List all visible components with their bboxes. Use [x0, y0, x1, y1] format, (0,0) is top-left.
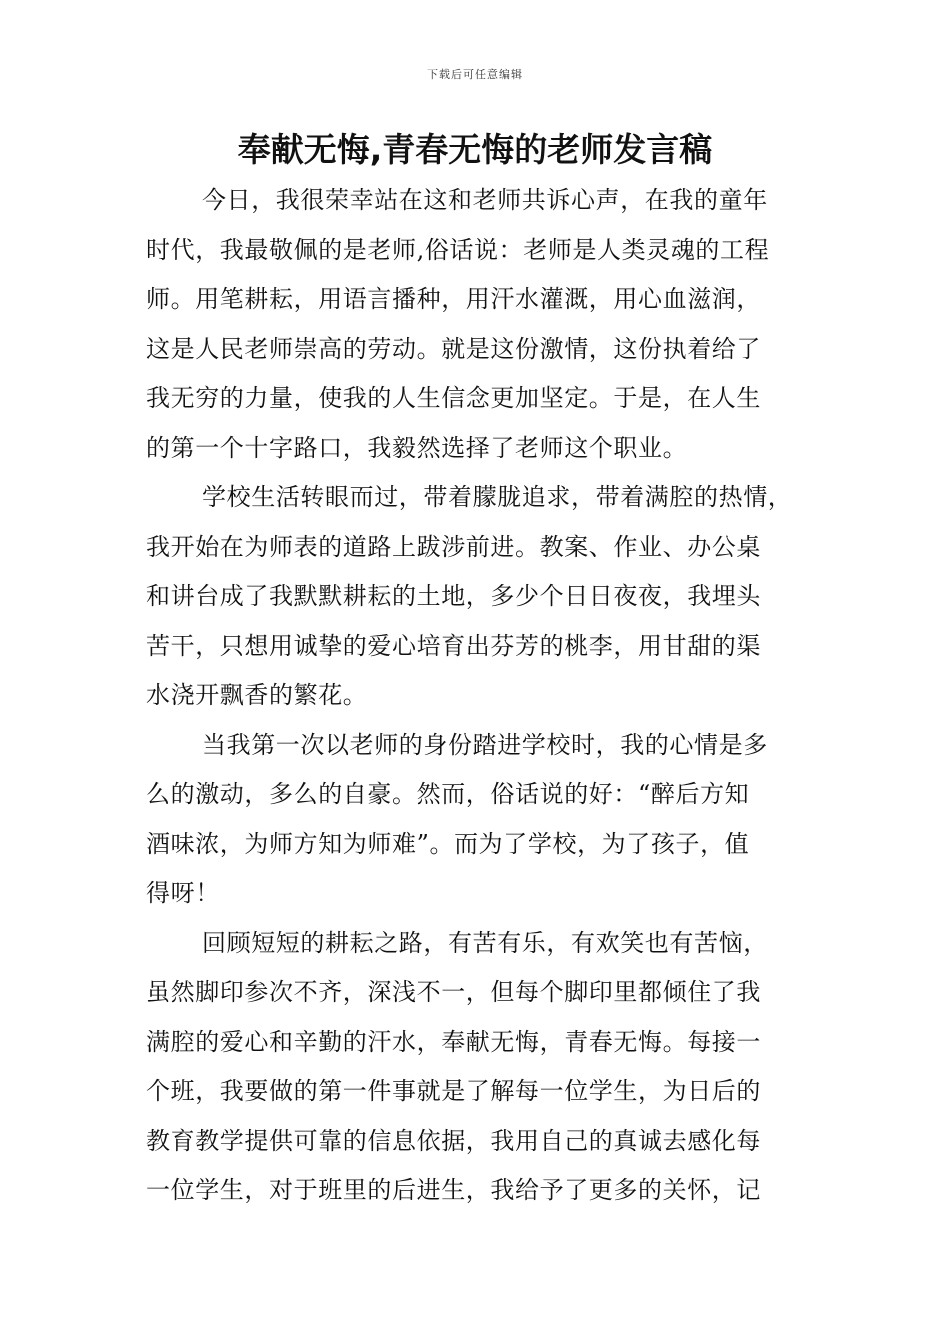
- document-body: [146, 176, 816, 1216]
- text-line: 时代，我最敬佩的是老师,俗话说：老师是人类灵魂的工程: [146, 235, 770, 264]
- text-line: 满腔的爱心和辛勤的汗水，奉献无悔，青春无悔。每接一: [146, 1027, 761, 1056]
- text-line: 教育教学提供可靠的信息依据，我用自己的真诚去感化每: [146, 1126, 761, 1155]
- page-header-note: 下载后可任意编辑: [427, 68, 523, 81]
- paragraph-2: [146, 473, 816, 721]
- text-line: 一位学生，对于班里的后进生，我给予了更多的关怀，记: [146, 1176, 761, 1204]
- document-title: 奉献无悔,青春无悔的老师发言稿: [237, 130, 713, 169]
- text-line: 今日，我很荣幸站在这和老师共诉心声，在我的童年: [202, 186, 768, 214]
- text-line: 虽然脚印参次不齐，深浅不一，但每个脚印里都倾住了我: [146, 978, 761, 1006]
- paragraph-1: [146, 176, 816, 473]
- paragraph-3: [146, 721, 816, 919]
- text-line: 回顾短短的耕耘之路，有苦有乐，有欢笑也有苦恼，: [202, 928, 768, 957]
- text-line: 的第一个十字路口，我毅然选择了老师这个职业。: [146, 433, 688, 462]
- text-line: 苦干，只想用诚挚的爱心培育出芬芳的桃李，用甘甜的渠: [146, 631, 761, 660]
- text-line: 学校生活转眼而过，带着朦胧追求，带着满腔的热情，: [202, 483, 793, 511]
- text-line: 得呀！: [146, 879, 220, 907]
- text-line: 酒味浓，为师方知为师难”。而为了学校，为了孩子，值: [146, 829, 750, 858]
- text-line: 我无穷的力量，使我的人生信念更加坚定。于是，在人生: [146, 384, 761, 412]
- text-line: 个班，我要做的第一件事就是了解每一位学生，为日后的: [146, 1077, 761, 1105]
- text-line: 师。用笔耕耘，用语言播种，用汗水灌溉，用心血滋润，: [146, 285, 761, 313]
- text-line: 水浇开飘香的繁花。: [146, 681, 368, 709]
- text-line: 这是人民老师崇高的劳动。就是这份激情，这份执着给了: [146, 334, 761, 363]
- paragraph-4: [146, 919, 816, 1216]
- text-line: 我开始在为师表的道路上跋涉前进。教案、作业、办公桌: [146, 532, 761, 561]
- text-line: 和讲台成了我默默耕耘的土地，多少个日日夜夜，我埋头: [146, 582, 761, 610]
- text-line: 么的激动，多么的自豪。然而，俗话说的好：“醉后方知: [146, 780, 750, 808]
- text-line: 当我第一次以老师的身份踏进学校时，我的心情是多: [202, 730, 768, 759]
